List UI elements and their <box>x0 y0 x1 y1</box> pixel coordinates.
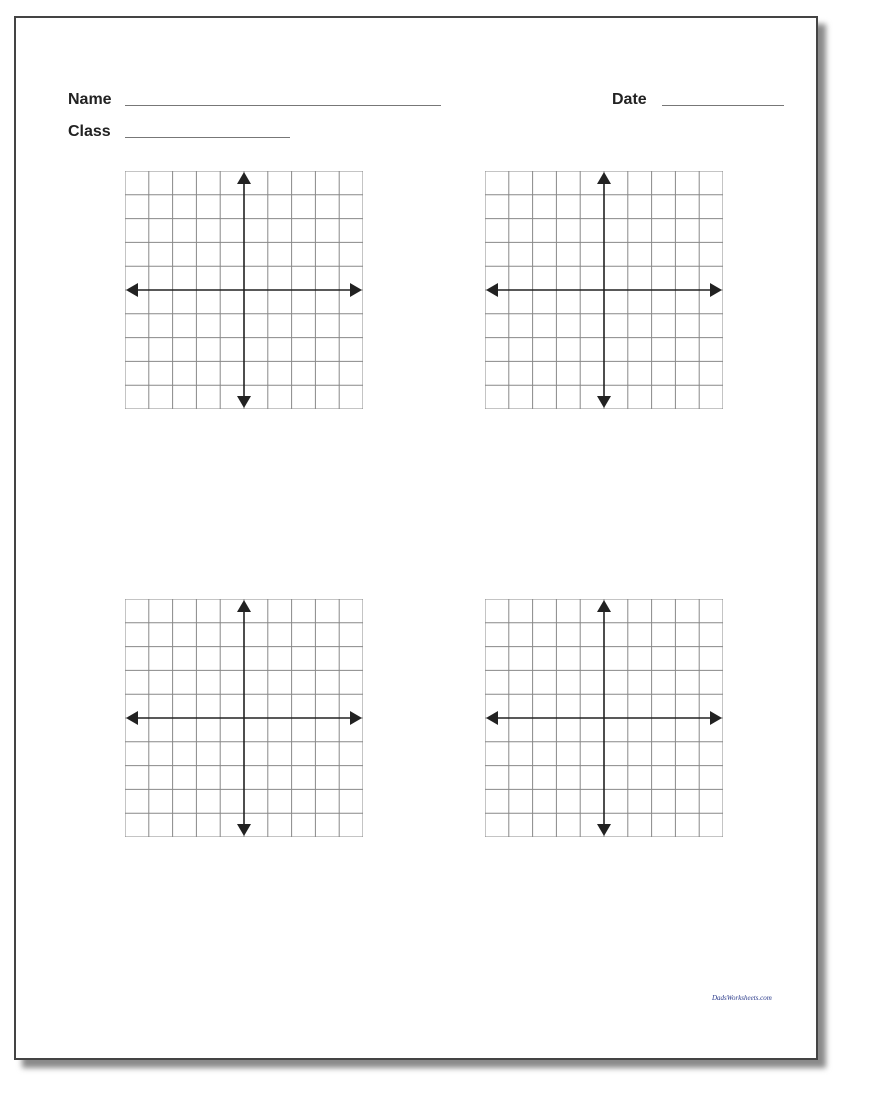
coordinate-grid-1 <box>125 171 363 409</box>
coordinate-grid-4 <box>485 599 723 837</box>
name-field-line[interactable] <box>125 105 441 106</box>
date-label: Date <box>612 91 647 108</box>
coordinate-grid-3 <box>125 599 363 837</box>
coordinate-grid-2 <box>485 171 723 409</box>
date-field-line[interactable] <box>662 105 784 106</box>
class-field-line[interactable] <box>125 137 290 138</box>
class-label: Class <box>68 123 111 140</box>
name-label: Name <box>68 91 112 108</box>
site-credit: DadsWorksheets.com <box>712 994 772 1002</box>
